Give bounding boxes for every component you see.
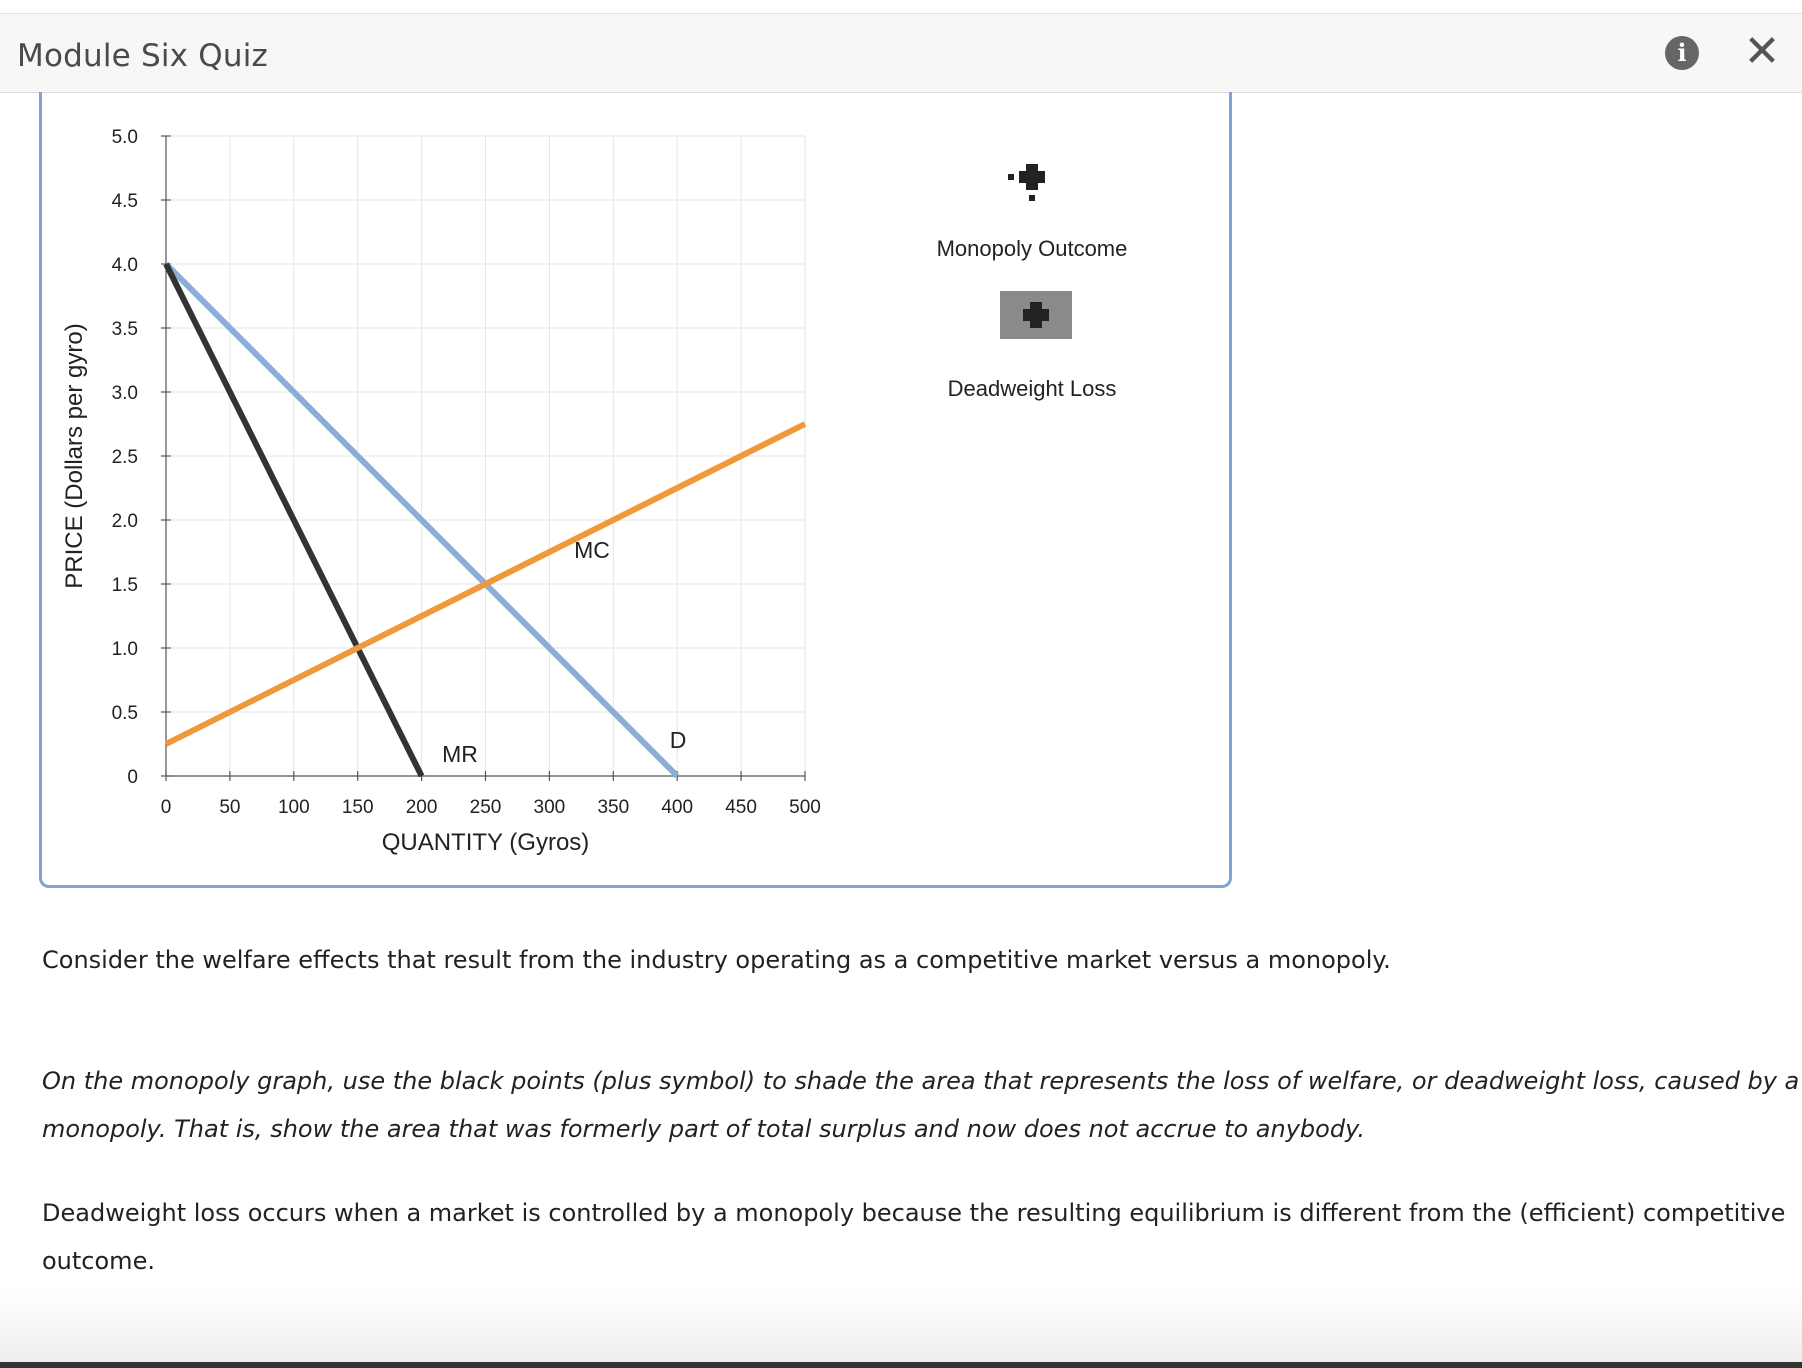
series-label-mc: MC (574, 537, 610, 563)
chart[interactable] (42, 92, 1229, 885)
y-tick-label: 1.5 (111, 575, 138, 596)
plus-dot-left (1008, 174, 1014, 180)
chart-axes (161, 136, 805, 781)
plus-shade-icon[interactable] (1000, 291, 1072, 339)
y-tick-label: 4.0 (111, 255, 138, 276)
monopoly-outcome-tool[interactable] (937, 164, 1128, 261)
x-tick-label: 0 (160, 797, 172, 818)
chart-labels (61, 127, 821, 856)
window-title: Module Six Quiz (17, 38, 268, 74)
plus-dot-bottom (1029, 195, 1035, 201)
instruction-line-2: monopoly. That is, show the area that was formerly part of total surplus and now does not accrue to anybody. (42, 1115, 1366, 1143)
x-axis-title: QUANTITY (Gyros) (381, 829, 590, 856)
x-tick-label: 150 (341, 797, 374, 818)
monopoly-outcome-label: Monopoly Outcome (936, 236, 1128, 261)
shade-plus-horizontal (1023, 309, 1049, 321)
x-tick-label: 50 (219, 797, 241, 818)
info-icon[interactable]: i (1665, 36, 1699, 70)
deadweight-loss-tool[interactable] (948, 291, 1117, 401)
y-tick-label: 2.0 (111, 511, 138, 532)
plus-point-icon[interactable] (1008, 164, 1045, 201)
explanation-line-2: outcome. (42, 1247, 155, 1275)
x-tick-label: 400 (661, 797, 694, 818)
x-tick-label: 200 (405, 797, 438, 818)
x-tick-label: 350 (597, 797, 630, 818)
x-tick-label: 500 (789, 797, 821, 818)
question-paragraph-1: Consider the welfare effects that result from the industry operating as a competitive market versus a monopoly. (42, 946, 1391, 974)
bottom-shade (0, 1290, 1802, 1364)
y-tick-label: 0 (127, 767, 138, 788)
y-tick-label: 3.0 (111, 383, 138, 404)
y-tick-label: 3.5 (111, 319, 138, 340)
title-bar (0, 14, 1802, 93)
instruction-line-1: On the monopoly graph, use the black points (plus symbol) to shade the area that represents the loss of welfare, or deadweight loss, caused by a (42, 1067, 1800, 1095)
y-axis-title: PRICE (Dollars per gyro) (61, 323, 88, 589)
series-label-d: D (669, 727, 687, 753)
explanation-line-1: Deadweight loss occurs when a market is controlled by a monopoly because the resulting equilibrium is different from the (efficient) competitive (42, 1199, 1786, 1227)
y-tick-label: 1.0 (111, 639, 138, 660)
bottom-bar (0, 1362, 1802, 1368)
deadweight-loss-label: Deadweight Loss (947, 376, 1117, 401)
y-tick-label: 0.5 (111, 703, 138, 724)
y-tick-label: 2.5 (111, 447, 138, 468)
x-tick-label: 100 (277, 797, 310, 818)
plus-horizontal (1019, 171, 1045, 183)
close-icon[interactable]: ✕ (1743, 26, 1781, 77)
y-tick-label: 5.0 (111, 127, 138, 148)
x-tick-label: 300 (533, 797, 566, 818)
x-tick-label: 250 (469, 797, 502, 818)
graph-panel (39, 92, 1232, 888)
x-tick-label: 450 (725, 797, 757, 818)
series-label-mr: MR (442, 741, 478, 767)
y-tick-label: 4.5 (111, 191, 138, 212)
